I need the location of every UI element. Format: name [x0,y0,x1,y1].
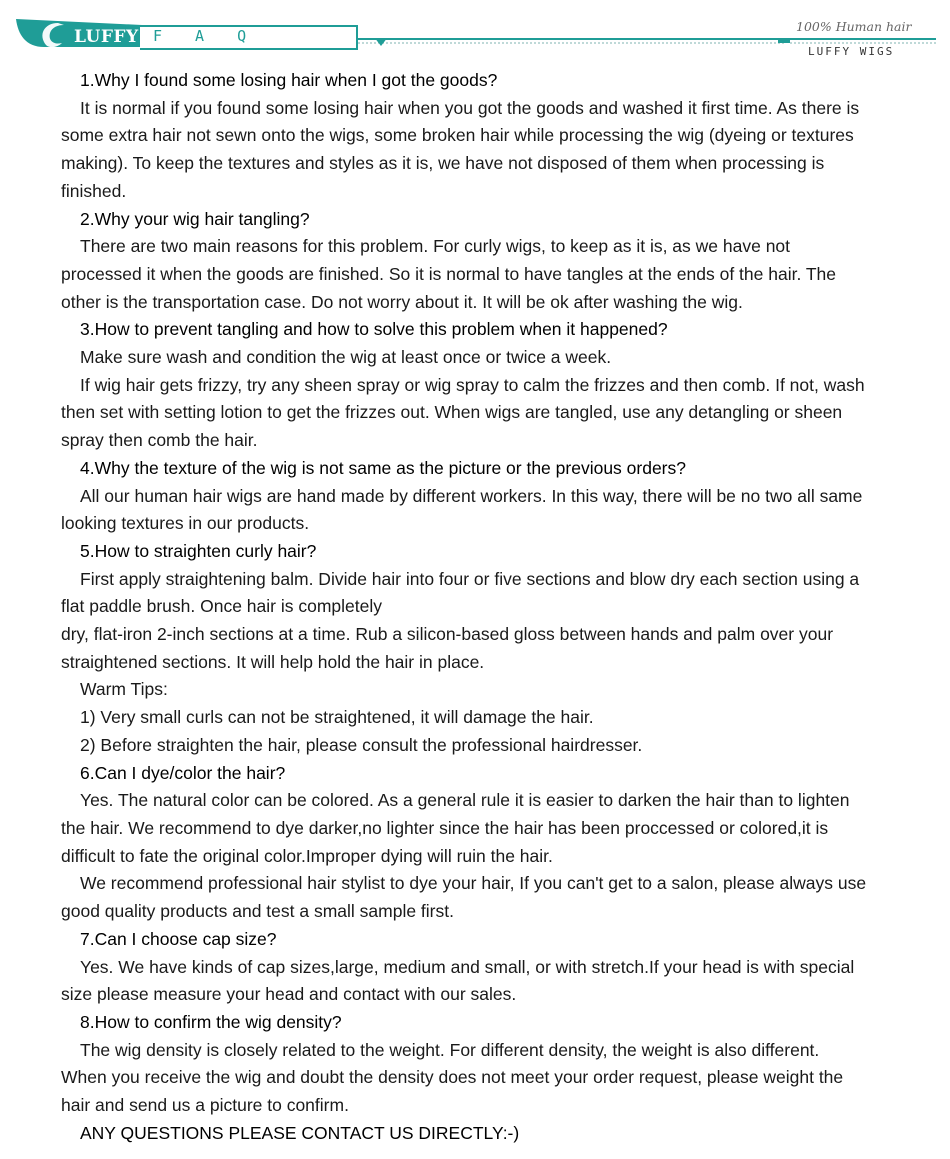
faq-question: 6.Can I dye/color the hair? [80,762,286,783]
square-marker-icon [778,38,790,43]
section-title: F A Q [153,27,259,45]
faq-content [61,67,867,1147]
faq-question: 1.Why I found some losing hair when I got the goods? [80,70,498,90]
faq-answer: Yes. The natural color can be colored. As a general rule it is easier to darken the hair than to lighten the hair. We recommend to dye darker,no lighter since the hair has been proccessed or colored,it is difficult to fate the original color.Improper dying will ruin the hair. [61,790,850,866]
faq-answer: All our human hair wigs are hand made by different workers. In this way, there will be no two all same looking textures in our products. [61,485,863,534]
brand-name: LUFFY WIGS [808,45,895,58]
faq-answer: Make sure wash and condition the wig at least once or twice a week. [80,347,612,368]
faq-item-5 [61,538,867,760]
faq-answer: dry, flat-iron 2-inch sections at a time. Rub a silicon-based gloss between hands and palm over your straightened sections. It will help hold the hair in place. [61,624,834,672]
faq-question: 4.Why the texture of the wig is not same as the picture or the previous orders? [80,457,686,478]
logo-text: LUFFY [74,27,139,47]
warm-tips-heading: Warm Tips: [80,679,168,700]
faq-item-7 [61,926,867,1009]
faq-item-1 [61,67,867,206]
warm-tip-item: 2) Before straighten the hair, please consult the professional hairdresser. [80,734,643,755]
faq-answer: The wig density is closely related to the weight. For different density, the weight is also different. When you receive the wig and doubt the density does not meet your order request, please weight the hair and send us a picture to confirm. [61,1039,844,1116]
faq-item-8 [61,1009,867,1120]
contact-note: ANY QUESTIONS PLEASE CONTACT US DIRECTLY:-) [80,1122,520,1143]
faq-item-4 [61,455,867,538]
faq-answer: If wig hair gets frizzy, try any sheen spray or wig spray to calm the frizzes and then comb. If not, wash then set with setting lotion to get the frizzes out. When wigs are tangled, use any detangling or sheen spray then comb the hair. [61,374,865,451]
faq-item-2 [61,206,867,317]
arrow-down-icon [374,38,388,46]
warm-tip-item: 1) Very small curls can not be straightened, it will damage the hair. [80,707,594,728]
tagline: 100% Human hair [796,19,912,34]
faq-question: 8.How to confirm the wig density? [80,1011,342,1032]
faq-question: 7.Can I choose cap size? [80,928,277,949]
faq-item-3 [61,316,867,455]
faq-answer: It is normal if you found some losing hair when you got the goods and washed it first time. As there is some extra hair not sewn onto the wigs, some broken hair while processing the wig (dyeing or textures making). To keep the textures and styles as it is, we have not disposed of them when processing is finished. [61,97,860,201]
faq-answer: Yes. We have kinds of cap sizes,large, medium and small, or with stretch.If your head is with special size please measure your head and contact with our sales. [61,956,855,1005]
faq-question: 5.How to straighten curly hair? [80,540,317,561]
faq-answer: First apply straightening balm. Divide hair into four or five sections and blow dry each section using a flat paddle brush. Once hair is completely [61,568,860,617]
faq-item-6 [61,760,867,926]
faq-answer: There are two main reasons for this problem. For curly wigs, to keep as it is, as we have not processed it when the goods are finished. So it is normal to have tangles at the ends of the hair. The other is the transportation case. Do not worry about it. It will be ok after washing the wig. [61,236,837,312]
faq-answer: We recommend professional hair stylist to dye your hair, If you can't get to a salon, please always use good quality products and test a small sample first. [61,873,867,922]
page-header [0,0,950,62]
faq-question: 3.How to prevent tangling and how to solve this problem when it happened? [80,319,668,340]
faq-question: 2.Why your wig hair tangling? [80,208,310,229]
